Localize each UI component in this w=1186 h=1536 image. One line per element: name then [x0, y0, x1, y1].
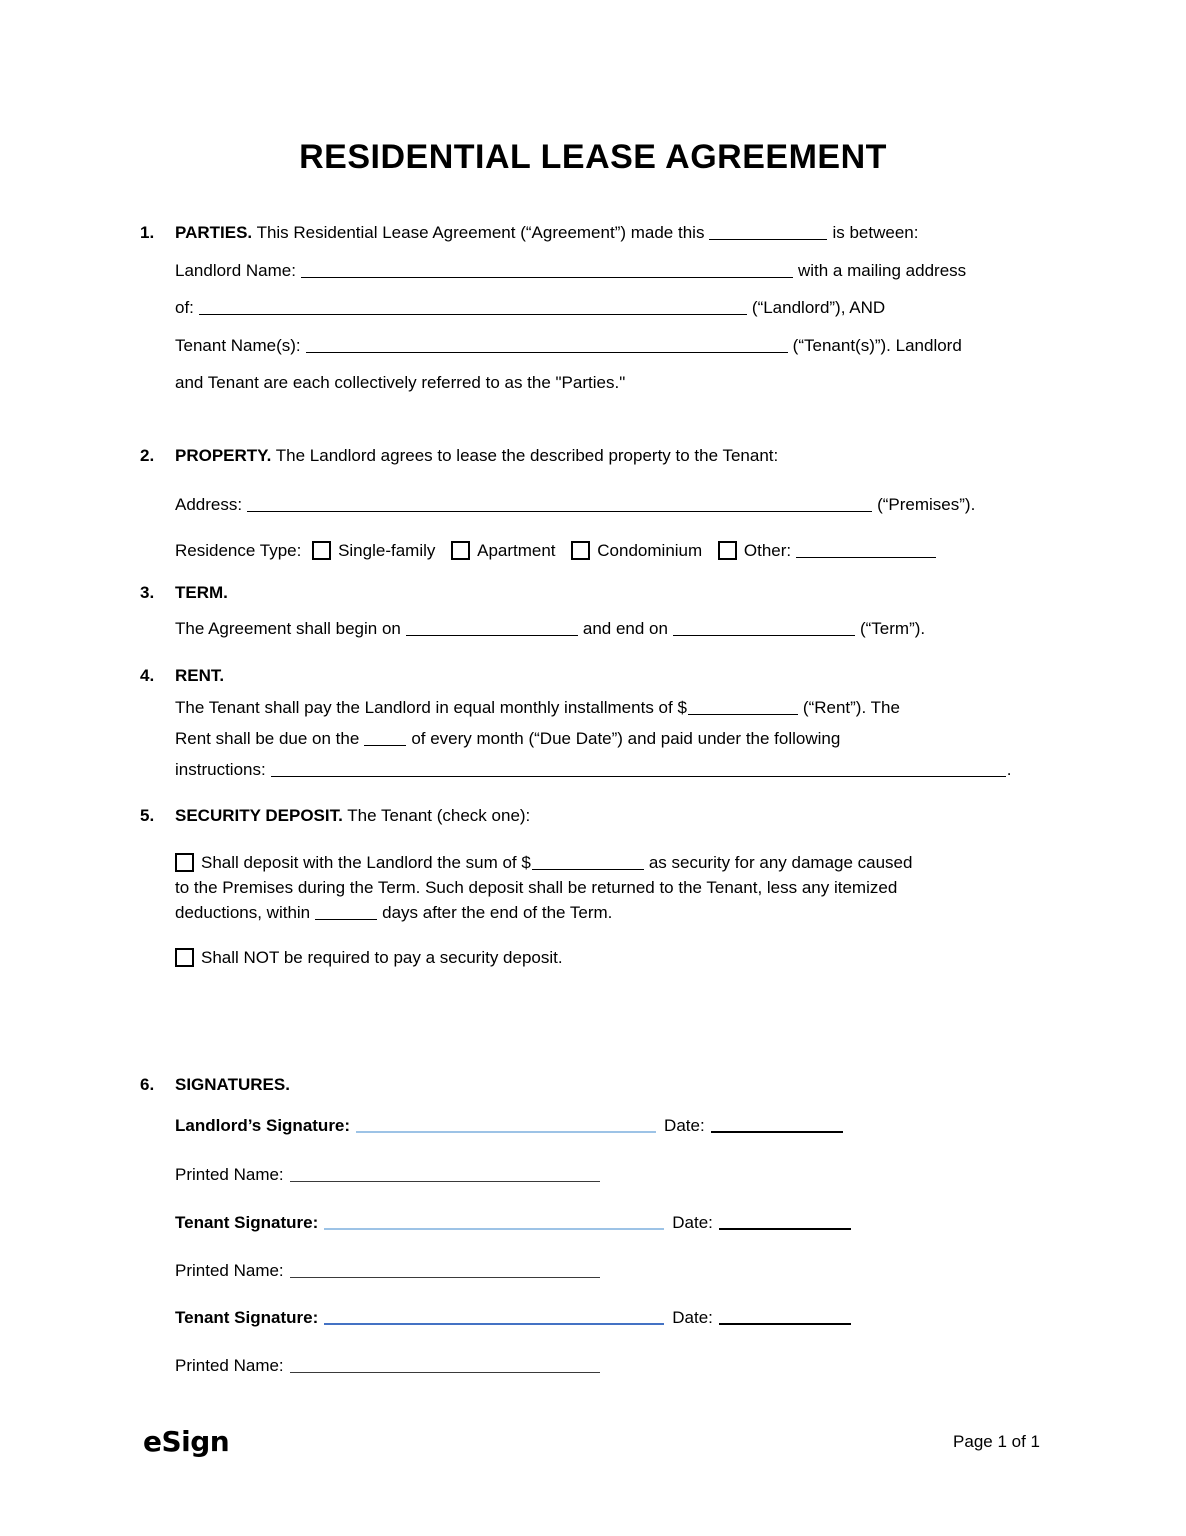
blank-property-address[interactable] [247, 498, 872, 512]
deposit-heading-line [140, 803, 1050, 829]
section-number-deposit: 5. [140, 806, 155, 825]
rent-text-period: . [1006, 760, 1012, 779]
page-number: Page 1 of 1 [953, 1432, 1040, 1451]
single-family-label: Single-family [338, 541, 436, 560]
property-address-line [175, 492, 1050, 518]
blank-other-residence[interactable] [796, 544, 936, 558]
landlord-name-label: Landlord Name: [175, 261, 296, 280]
tenant2-printed-name-line[interactable] [290, 1359, 600, 1373]
section-number-parties: 1. [140, 223, 155, 242]
landlord-signature-line[interactable] [356, 1119, 656, 1133]
parties-line4-tail: (“Tenant(s)”). Landlord [792, 336, 962, 355]
parties-line-5 [175, 370, 1050, 396]
section-number-term: 3. [140, 583, 155, 602]
rent-heading-line [140, 663, 1050, 689]
rent-heading: RENT. [175, 666, 225, 685]
parties-heading: PARTIES. [175, 223, 253, 242]
deposit-opt2-text: Shall NOT be required to pay a security deposit. [201, 948, 563, 967]
property-heading-line [140, 443, 1050, 469]
term-text-c: (“Term”). [859, 619, 926, 638]
blank-deposit-days[interactable] [315, 906, 377, 920]
printed-name-label: Printed Name: [175, 1165, 284, 1184]
term-heading: TERM. [175, 583, 228, 602]
rent-text-d: of every month (“Due Date”) and paid under the following [411, 729, 841, 748]
tenant1-date-line[interactable] [719, 1216, 851, 1230]
deposit-opt1-text-e: days after the end of the Term. [382, 903, 613, 922]
date-label: Date: [664, 1116, 705, 1135]
tenant1-signature-line[interactable] [324, 1216, 664, 1230]
residence-type-line [175, 538, 1050, 564]
blank-rent-amount[interactable] [688, 701, 798, 715]
apartment-label: Apartment [477, 541, 556, 560]
term-heading-line [140, 580, 1050, 606]
blank-term-start-date[interactable] [406, 622, 578, 636]
parties-line1-tail: is between: [832, 223, 919, 242]
blank-landlord-address[interactable] [199, 301, 747, 315]
parties-line1-text: This Residential Lease Agreement (“Agreement”) made this [256, 223, 705, 242]
property-heading: PROPERTY. [175, 446, 272, 465]
checkbox-other[interactable] [718, 541, 737, 560]
deposit-option1-line-3 [175, 900, 1050, 926]
date-label: Date: [672, 1213, 713, 1232]
deposit-intro-text: The Tenant (check one): [347, 806, 531, 825]
deposit-opt1-text-c: to the Premises during the Term. Such deposit shall be returned to the Tenant, less any itemized [175, 878, 898, 897]
section-number-rent: 4. [140, 666, 155, 685]
blank-due-day[interactable] [364, 732, 406, 746]
rent-text-c: Rent shall be due on the [175, 729, 360, 748]
address-tail: (“Premises”). [877, 495, 976, 514]
signatures-heading: SIGNATURES. [175, 1075, 290, 1094]
blank-payment-instructions[interactable] [271, 763, 1006, 777]
deposit-option2-line [175, 945, 1050, 971]
blank-agreement-date[interactable] [709, 226, 827, 240]
rent-line-3 [175, 757, 1050, 783]
blank-tenant-names[interactable] [306, 339, 788, 353]
condominium-label: Condominium [597, 541, 703, 560]
section-number-property: 2. [140, 446, 155, 465]
tenant1-signature-label: Tenant Signature: [175, 1213, 319, 1232]
deposit-opt1-text-b: as security for any damage caused [648, 853, 913, 872]
tenant-name-label: Tenant Name(s): [175, 336, 301, 355]
property-intro-text: The Landlord agrees to lease the described property to the Tenant: [275, 446, 779, 465]
tenant2-date-line[interactable] [719, 1311, 851, 1325]
parties-line-2 [175, 258, 1050, 284]
checkbox-deposit-required[interactable] [175, 853, 194, 872]
deposit-option1-line-1 [175, 850, 1050, 876]
tenant2-signature-line[interactable] [324, 1311, 664, 1325]
landlord-signature-label: Landlord’s Signature: [175, 1116, 351, 1135]
rent-text-a: The Tenant shall pay the Landlord in equal monthly installments of $ [175, 698, 687, 717]
landlord-date-line[interactable] [711, 1119, 843, 1133]
tenant2-signature-row [175, 1305, 1050, 1331]
rent-line-2 [175, 726, 1050, 752]
checkbox-condominium[interactable] [571, 541, 590, 560]
landlord-signature-row [175, 1113, 1050, 1139]
parties-line2-tail: with a mailing address [797, 261, 967, 280]
date-label: Date: [672, 1308, 713, 1327]
printed-name-label: Printed Name: [175, 1356, 284, 1375]
deposit-opt1-text-d: deductions, within [175, 903, 311, 922]
instructions-label: instructions: [175, 760, 266, 779]
mailing-address-label: of: [175, 298, 194, 317]
parties-line3-tail: (“Landlord”), AND [751, 298, 886, 317]
rent-text-b: (“Rent”). The [802, 698, 900, 717]
deposit-opt1-text-a: Shall deposit with the Landlord the sum of $ [201, 853, 531, 872]
blank-landlord-name[interactable] [301, 264, 793, 278]
residence-type-label: Residence Type: [175, 541, 302, 560]
landlord-printed-name-line[interactable] [290, 1168, 600, 1182]
parties-line-1 [140, 220, 1050, 246]
term-line [175, 616, 1050, 642]
tenant1-printed-name-row [175, 1258, 1050, 1284]
landlord-printed-name-row [175, 1162, 1050, 1188]
blank-deposit-amount[interactable] [532, 856, 644, 870]
address-label: Address: [175, 495, 243, 514]
checkbox-single-family[interactable] [312, 541, 331, 560]
blank-term-end-date[interactable] [673, 622, 855, 636]
deposit-option1-line-2 [175, 875, 1050, 901]
tenant1-signature-row [175, 1210, 1050, 1236]
tenant2-printed-name-row [175, 1353, 1050, 1379]
checkbox-no-deposit[interactable] [175, 948, 194, 967]
other-label: Other: [743, 541, 792, 560]
parties-line5-text: and Tenant are each collectively referred to as the "Parties." [175, 373, 626, 392]
term-text-b: and end on [582, 619, 668, 638]
deposit-heading: SECURITY DEPOSIT. [175, 806, 343, 825]
section-number-signatures: 6. [140, 1075, 155, 1094]
rent-line-1 [175, 695, 1050, 721]
checkbox-apartment[interactable] [451, 541, 470, 560]
parties-line-4 [175, 333, 1050, 359]
signatures-heading-line [140, 1072, 1050, 1098]
esign-logo: eSign [143, 1425, 230, 1458]
tenant1-printed-name-line[interactable] [290, 1264, 600, 1278]
term-text-a: The Agreement shall begin on [175, 619, 401, 638]
tenant2-signature-label: Tenant Signature: [175, 1308, 319, 1327]
printed-name-label: Printed Name: [175, 1261, 284, 1280]
document-title: RESIDENTIAL LEASE AGREEMENT [299, 138, 887, 176]
parties-line-3 [175, 295, 1050, 321]
